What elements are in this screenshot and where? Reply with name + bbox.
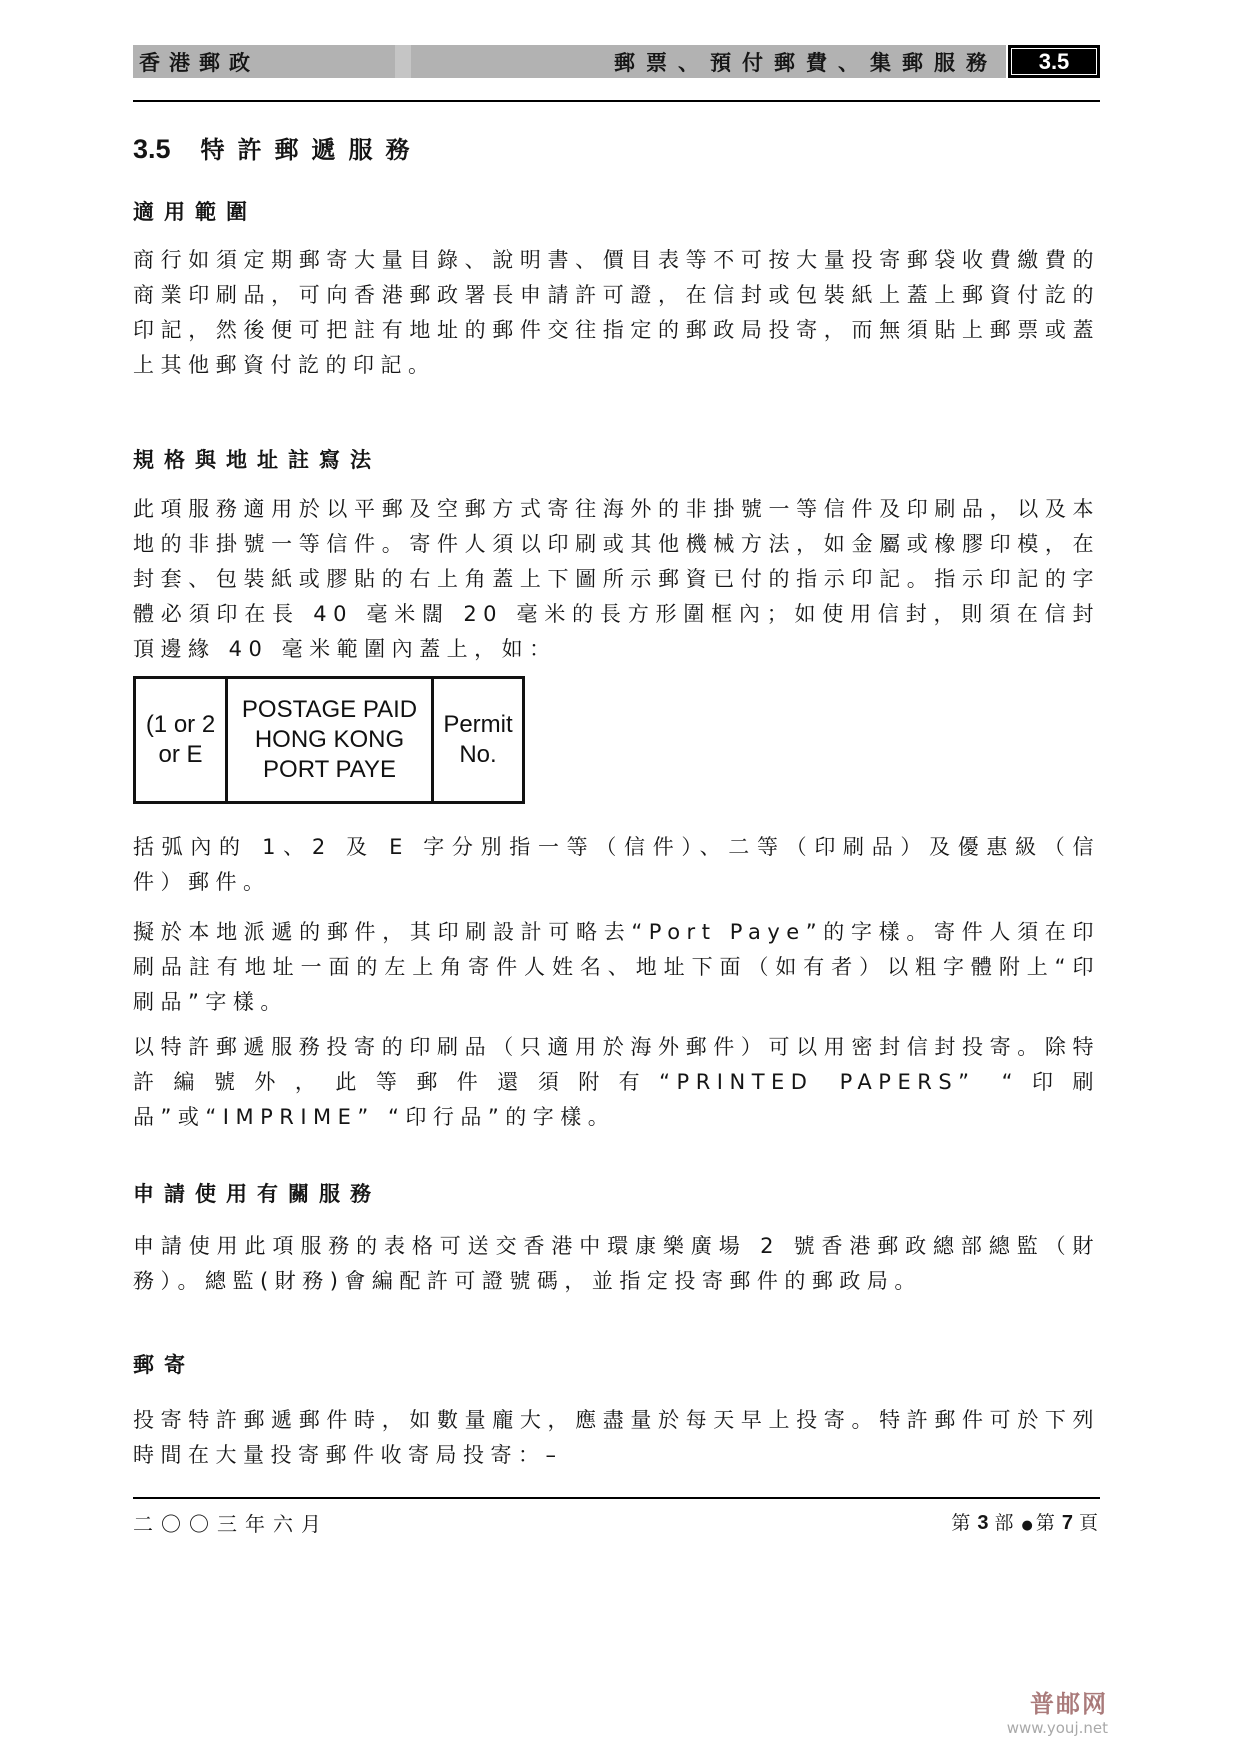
heading-apply: 申請使用有關服務 xyxy=(133,1182,381,1206)
footer-part-number: 3 xyxy=(977,1512,990,1534)
footer-divider-rule xyxy=(133,1497,1100,1499)
permit-number-line-2: No. xyxy=(459,741,497,768)
permit-box-imprint-cell xyxy=(228,679,434,801)
footer-part-label: 第 xyxy=(951,1512,973,1534)
permit-number-line-1: Permit xyxy=(443,711,513,738)
footer-page-number: 7 xyxy=(1061,1512,1074,1534)
footer-bullet-icon: ● xyxy=(1021,1518,1034,1533)
paragraph-spec-3: 擬於本地派遞的郵件，其印刷設計可略去“Port Paye”的字樣。寄件人須在印刷品註有地址一面的左上角寄件人姓名、地址下面（如有者）以粗字體附上“印刷品”字樣。 xyxy=(133,920,1100,1014)
paragraph-spec-2: 括弧內的 1、2 及 E 字分別指一等（信件）、二等（印刷品）及優惠級（信件）郵件。 xyxy=(133,835,1100,894)
footer-page-unit: 頁 xyxy=(1078,1512,1100,1534)
header-brand: 香港郵政 xyxy=(139,50,259,75)
header-bar-scan-gap xyxy=(395,45,411,78)
paragraph-apply-1: 申請使用此項服務的表格可送交香港中環康樂廣場 2 號香港郵政總部總監（財務）。總監(財務)會編配許可證號碼，並指定投寄郵件的郵政局。 xyxy=(133,1234,1100,1293)
watermark-site-name: 普邮网 xyxy=(1030,1690,1108,1719)
heading-posting: 郵寄 xyxy=(133,1353,195,1377)
paragraph-spec-1: 此項服務適用於以平郵及空郵方式寄往海外的非掛號一等信件及印刷品，以及本地的非掛號一等信件。寄件人須以印刷或其他機械方法，如金屬或橡膠印模，在封套、包裝紙或膠貼的右上角蓋上下圖所示郵資已付的指示印記。指示印記的字體必須印在長 40 毫米闊 20 毫米的長方形圍框內；如使用信封，則須在信封頂邊緣 40 毫米範圍內蓋上，如： xyxy=(133,497,1100,661)
paragraph-posting-1: 投寄特許郵遞郵件時，如數量龐大，應盡量於每天早上投寄。特許郵件可於下列時間在大量投寄郵件收寄局投寄：– xyxy=(133,1408,1100,1467)
paragraph-scope-1: 商行如須定期郵寄大量目錄、說明書、價目表等不可按大量投寄郵袋收費繳費的商業印刷品，可向香港郵政署長申請許可證，在信封或包裝紙上蓋上郵資付訖的印記，然後便可把註有地址的郵件交往指定的郵政局投寄，而無須貼上郵票或蓋上其他郵資付訖的印記。 xyxy=(133,248,1100,377)
footer-page-indicator xyxy=(951,1508,1100,1535)
permit-imprint-line-2: HONG KONG xyxy=(254,726,405,753)
section-number-label: 3.5 xyxy=(1038,48,1070,74)
header-bar xyxy=(133,45,1006,78)
permit-box-number-cell xyxy=(434,679,522,801)
footer-date: 二〇〇三年六月 xyxy=(133,1512,329,1536)
permit-imprint-line-1: POSTAGE PAID xyxy=(241,696,418,723)
header-category: 郵票、預付郵費、集郵服務 xyxy=(614,50,998,75)
permit-class-line-1: (1 or 2 xyxy=(145,711,216,738)
page-title xyxy=(133,130,423,165)
permit-class-line-2: or E xyxy=(158,741,203,768)
paragraph-spec-4: 以特許郵遞服務投寄的印刷品（只適用於海外郵件）可以用密封信封投寄。除特許編號外，此等郵件還須附有“PRINTED PAPERS” “印刷品”或“IMPRIME” “印行品”的字樣。 xyxy=(133,1035,1100,1129)
footer-page-label: 第 xyxy=(1035,1512,1057,1534)
header-divider-rule xyxy=(133,100,1100,102)
watermark-site-url: www.youj.net xyxy=(1006,1719,1108,1738)
footer-part-unit: 部 xyxy=(994,1512,1016,1534)
permit-imprint-box xyxy=(133,676,525,804)
page-title-text: 特許郵遞服務 xyxy=(200,136,423,164)
page-title-number: 3.5 xyxy=(133,134,171,164)
section-number-tab xyxy=(1008,45,1100,78)
permit-imprint-line-3: PORT PAYE xyxy=(263,756,396,783)
watermark xyxy=(1007,1689,1108,1738)
permit-box-class-cell xyxy=(136,679,228,801)
heading-scope: 適用範圍 xyxy=(133,200,257,224)
heading-spec: 規格與地址註寫法 xyxy=(133,448,381,472)
